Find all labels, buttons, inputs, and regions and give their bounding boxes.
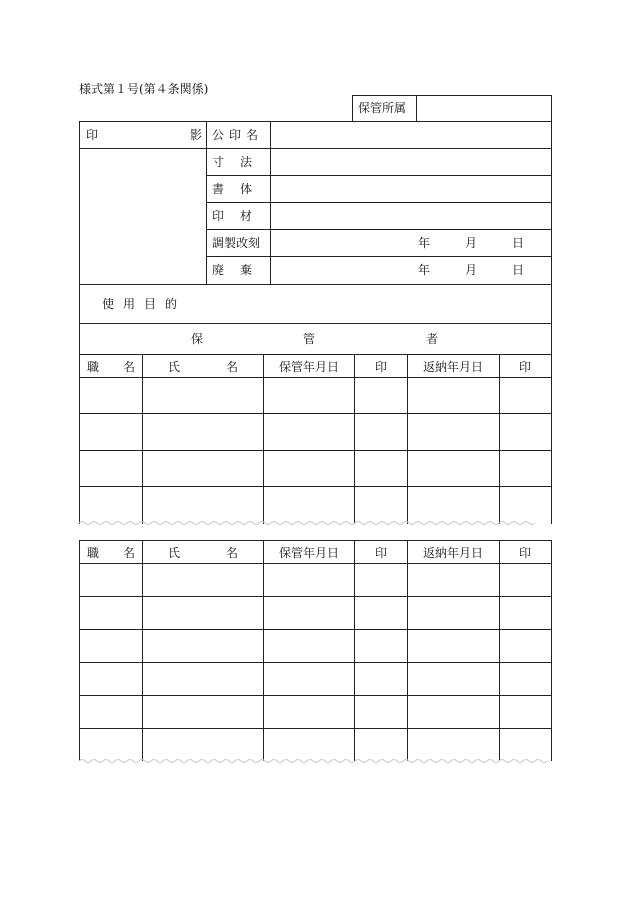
col-header-name-2: 氏 名 — [168, 546, 238, 560]
col-header-seal-2: 印 — [519, 360, 532, 374]
custodian2-row-6-cell-1[interactable] — [81, 730, 140, 758]
purpose-field[interactable] — [212, 297, 546, 311]
custodian1-row-4-cell-5[interactable] — [409, 488, 497, 521]
custodian2-row-6-cell-3[interactable] — [265, 730, 352, 758]
custodian2-row-1-cell-4[interactable] — [356, 565, 405, 594]
custodian-title-char-3: 者 — [426, 332, 439, 346]
custodian1-row-1-cell-4[interactable] — [356, 379, 405, 411]
custodian2-row-4-cell-6[interactable] — [501, 664, 550, 693]
custodian2-row-3-cell-4[interactable] — [356, 631, 405, 660]
custodian2-row-1-cell-5[interactable] — [409, 565, 497, 594]
made-date-month: 月 — [465, 236, 478, 250]
custodian2-row-5-cell-4[interactable] — [356, 697, 405, 726]
custodian2-row-6-cell-5[interactable] — [409, 730, 497, 758]
made-date-day: 日 — [512, 236, 525, 250]
custodian2-row-3-cell-1[interactable] — [81, 631, 140, 660]
custodian2-row-3-cell-3[interactable] — [265, 631, 352, 660]
disposal-date-month: 月 — [465, 263, 478, 277]
custodian2-row-2-cell-6[interactable] — [501, 598, 550, 627]
custodian2-row-6-cell-2[interactable] — [144, 730, 261, 758]
disposal-date-year: 年 — [418, 263, 431, 277]
custodian2-row-4-cell-5[interactable] — [409, 664, 497, 693]
field-label-disposal: 廃 棄 — [212, 263, 255, 277]
custodian1-row-4-cell-2[interactable] — [144, 488, 261, 521]
field-label-material: 印 材 — [212, 209, 255, 223]
field-label-made-recarved: 調製改刻 — [212, 236, 261, 250]
custodian2-row-6-cell-4[interactable] — [356, 730, 405, 758]
custodian1-row-3-cell-5[interactable] — [409, 452, 497, 484]
col-header-seal-1: 印 — [375, 360, 388, 374]
custodian1-row-4-cell-4[interactable] — [356, 488, 405, 521]
purpose-label: 使用目的 — [102, 297, 187, 311]
custodian2-row-2-cell-5[interactable] — [409, 598, 497, 627]
field-value-dimensions[interactable] — [276, 155, 546, 169]
col-header-storage-date-2: 保管年月日 — [278, 546, 339, 560]
custodian1-row-3-cell-2[interactable] — [144, 452, 261, 484]
field-value-disposal[interactable] — [276, 263, 406, 277]
custodian2-row-3-cell-2[interactable] — [144, 631, 261, 660]
form-title: 様式第１号(第４条関係) — [79, 82, 209, 96]
custodian2-row-4-cell-2[interactable] — [144, 664, 261, 693]
seal-impression-area — [80, 149, 205, 283]
col-header-position-2: 職 名 — [87, 546, 135, 560]
field-label-typeface: 書 体 — [212, 182, 255, 196]
custodian2-row-2-cell-3[interactable] — [265, 598, 352, 627]
custodian2-row-3-cell-6[interactable] — [501, 631, 550, 660]
custodian1-row-2-cell-1[interactable] — [81, 415, 140, 448]
custodian2-row-2-cell-4[interactable] — [356, 598, 405, 627]
custodian1-row-1-cell-5[interactable] — [409, 379, 497, 411]
custodian2-row-5-cell-6[interactable] — [501, 697, 550, 726]
col-header-position: 職 名 — [87, 360, 135, 374]
field-value-material[interactable] — [276, 209, 546, 223]
custodian1-row-1-cell-3[interactable] — [265, 379, 352, 411]
custodian2-row-5-cell-5[interactable] — [409, 697, 497, 726]
field-label-dimensions: 寸 法 — [212, 155, 255, 169]
custodian2-row-5-cell-2[interactable] — [144, 697, 261, 726]
disposal-date-day: 日 — [512, 263, 525, 277]
custodian1-row-2-cell-6[interactable] — [501, 415, 550, 448]
custodian-title-char-1: 保 — [191, 332, 204, 346]
custodian-title-char-2: 管 — [303, 332, 316, 346]
made-date-year: 年 — [418, 236, 431, 250]
field-value-typeface[interactable] — [276, 182, 546, 196]
custodian1-row-2-cell-4[interactable] — [356, 415, 405, 448]
cut-line-section2 — [79, 757, 552, 765]
field-value-made-recarved[interactable] — [276, 236, 406, 250]
custodian2-row-1-cell-1[interactable] — [81, 565, 140, 594]
custodian1-row-1-cell-6[interactable] — [501, 379, 550, 411]
field-value-official-seal-name[interactable] — [276, 128, 546, 142]
custodian1-row-4-cell-6[interactable] — [501, 488, 550, 521]
custodian1-row-3-cell-3[interactable] — [265, 452, 352, 484]
col-header-return-date: 返納年月日 — [422, 360, 483, 374]
col-header-storage-date: 保管年月日 — [278, 360, 339, 374]
custodian2-row-1-cell-3[interactable] — [265, 565, 352, 594]
custodian2-row-4-cell-1[interactable] — [81, 664, 140, 693]
custodian2-row-6-cell-6[interactable] — [501, 730, 550, 758]
impression-label-left: 印 — [86, 128, 99, 142]
col-header-name: 氏 名 — [168, 360, 238, 374]
custodian2-row-4-cell-3[interactable] — [265, 664, 352, 693]
custodian1-row-4-cell-1[interactable] — [81, 488, 140, 521]
custodian1-row-1-cell-2[interactable] — [144, 379, 261, 411]
custodian1-row-2-cell-2[interactable] — [144, 415, 261, 448]
col-header-return-date-2: 返納年月日 — [422, 546, 483, 560]
custodian1-row-3-cell-4[interactable] — [356, 452, 405, 484]
custodian1-row-2-cell-3[interactable] — [265, 415, 352, 448]
custodian1-row-3-cell-1[interactable] — [81, 452, 140, 484]
custodian2-row-2-cell-2[interactable] — [144, 598, 261, 627]
storage-dept-field[interactable] — [422, 101, 546, 115]
custodian2-row-2-cell-1[interactable] — [81, 598, 140, 627]
col-header-seal-1-2: 印 — [375, 546, 388, 560]
custodian1-row-3-cell-6[interactable] — [501, 452, 550, 484]
custodian2-row-4-cell-4[interactable] — [356, 664, 405, 693]
custodian2-row-1-cell-2[interactable] — [144, 565, 261, 594]
custodian1-row-2-cell-5[interactable] — [409, 415, 497, 448]
field-label-official-seal-name: 公印名 — [212, 128, 264, 142]
col-header-seal-2-2: 印 — [519, 546, 532, 560]
custodian2-row-5-cell-1[interactable] — [81, 697, 140, 726]
custodian1-row-1-cell-1[interactable] — [81, 379, 140, 411]
custodian2-row-5-cell-3[interactable] — [265, 697, 352, 726]
impression-label-right: 影 — [190, 128, 203, 142]
custodian2-row-1-cell-6[interactable] — [501, 565, 550, 594]
custodian2-row-3-cell-5[interactable] — [409, 631, 497, 660]
storage-dept-label: 保管所属 — [358, 101, 407, 115]
custodian1-row-4-cell-3[interactable] — [265, 488, 352, 521]
